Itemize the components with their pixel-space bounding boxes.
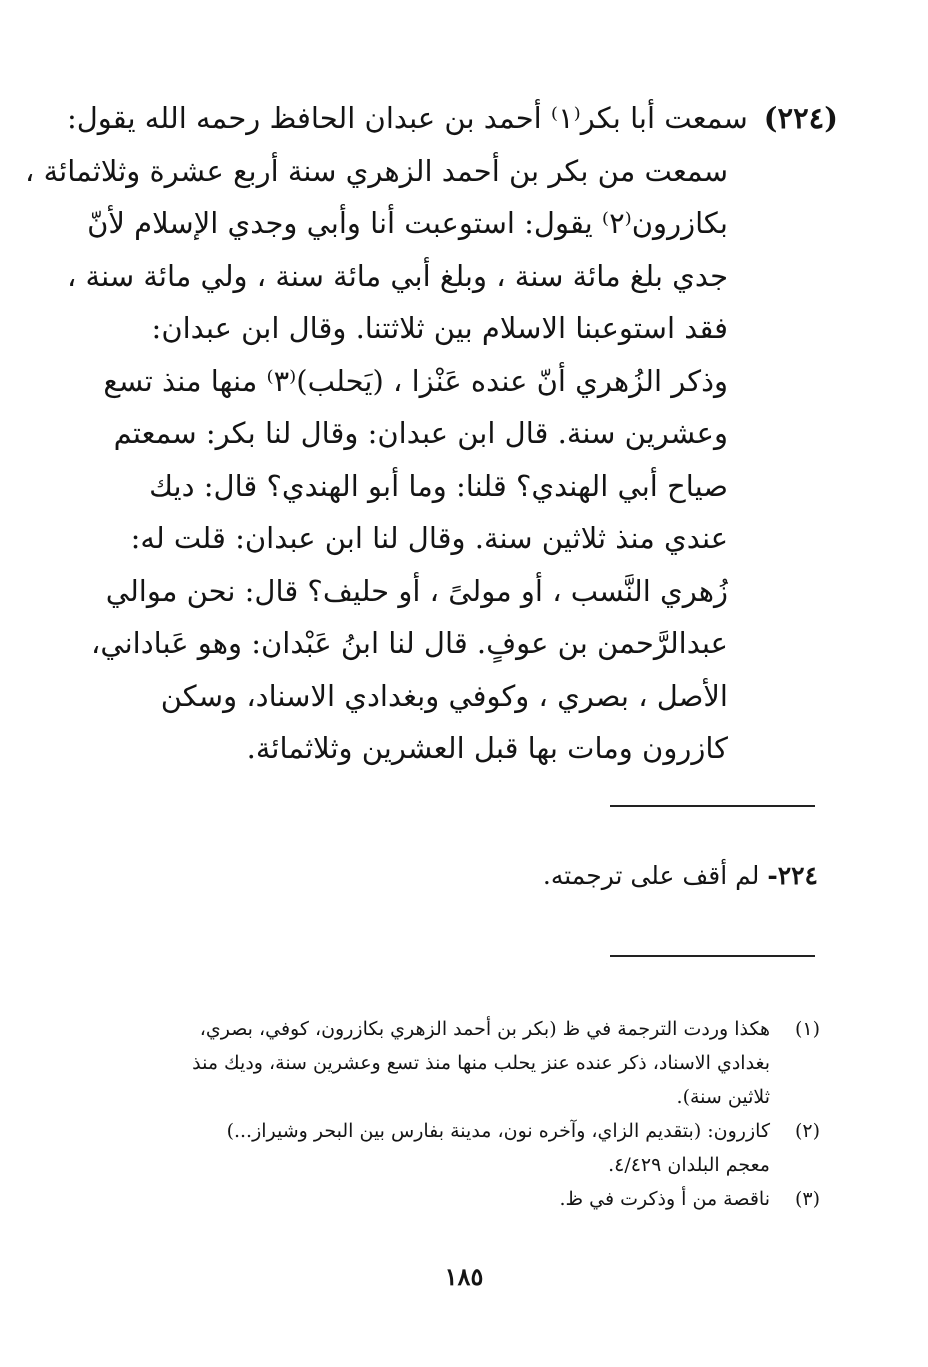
- biography-note: [318, 856, 818, 896]
- footnote-line: ثلاثين سنة).: [676, 1086, 770, 1108]
- footnote: [120, 1182, 820, 1216]
- footnote-line: هكذا وردت الترجمة في ظ (بكر بن أحمد الزهري بكازرون، كوفي، بصري،: [199, 1018, 770, 1040]
- entry-line: (٢٢٤)سمعت أبا بكر⁽١⁾ أحمد بن عبدان الحافظ رحمه الله يقول:: [66, 101, 838, 135]
- footnote-line: بغدادي الاسناد، ذكر عنده عنز يحلب منها منذ تسع وعشرين سنة، وديك منذ: [192, 1052, 770, 1074]
- biography-note-text: لم أقف على ترجمته.: [542, 861, 760, 890]
- separator-rule: [610, 805, 815, 807]
- footnote-number: (١): [794, 1018, 820, 1040]
- entry-number: (٢٢٤): [763, 101, 838, 135]
- entry-line: فقد استوعبنا الاسلام بين ثلاثتنا. وقال ابن عبدان:: [151, 311, 728, 345]
- entry-line: عندي منذ ثلاثين سنة. وقال لنا ابن عبدان: قلت له:: [130, 521, 728, 555]
- footnote-number: (٢): [794, 1120, 820, 1142]
- entry-line: جدي بلغ مائة سنة ، وبلغ أبي مائة سنة ، ولي مائة سنة ،: [66, 258, 728, 293]
- footnote-line: ناقصة من أ وذكرت في ظ.: [559, 1188, 770, 1210]
- footnote-separator: [610, 955, 815, 957]
- entry-line: زُهري النَّسب ، أو مولىً ، أو حليف؟ قال: نحن موالي: [105, 573, 728, 608]
- footnote: [120, 1012, 820, 1114]
- footnote-number: (٣): [794, 1188, 820, 1210]
- entry-line: عبدالرَّحمن بن عوفٍ. قال لنا ابنُ عَبْدان: وهو عَباداني،: [91, 626, 728, 660]
- entry-line: وذكر الزُهري أنّ عنده عَنْزا ، (يَحلب)⁽٣⁾ منها منذ تسع: [103, 363, 728, 398]
- entry-text: [25, 92, 838, 775]
- page-number: ١٨٥: [444, 1262, 484, 1291]
- footnotes: [120, 1012, 820, 1216]
- entry-line: الأصل ، بصري ، وكوفي وبغدادي الاسناد، وسكن: [160, 678, 728, 713]
- entry-line: بكازرون⁽٢⁾ يقول: استوعبت أنا وأبي وجدي الإسلام لأنّ: [87, 206, 728, 240]
- entry-line: سمعت من بكر بن أحمد الزهري سنة أربع عشرة وثلاثمائة ،: [25, 153, 728, 188]
- entry-line: كازرون ومات بها قبل العشرين وثلاثمائة.: [246, 731, 728, 765]
- footnote-line: معجم البلدان ٤/٤٢٩.: [608, 1154, 770, 1176]
- entry-line: صياح أبي الهندي؟ قلنا: وما أبو الهندي؟ قال: ديك: [149, 468, 728, 503]
- entry-line: وعشرين سنة. قال ابن عبدان: وقال لنا بكر: سمعتم: [113, 416, 728, 450]
- footnote: [120, 1114, 820, 1182]
- biography-note-number: ٢٢٤-: [767, 861, 818, 890]
- footnote-line: كازرون: (بتقديم الزاي، وآخره نون، مدينة بفارس بين البحر وشيراز...): [226, 1120, 770, 1142]
